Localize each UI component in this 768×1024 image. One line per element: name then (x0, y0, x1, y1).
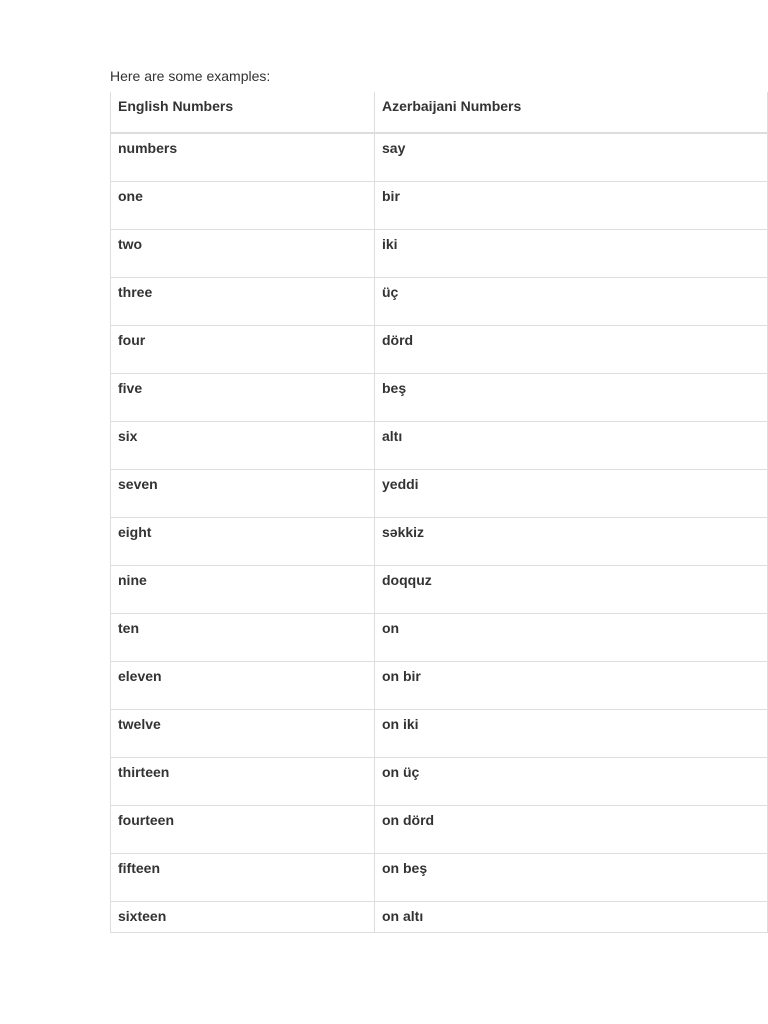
azerbaijani-cell: altı (375, 421, 768, 469)
table-row (111, 421, 768, 469)
table-row (111, 469, 768, 517)
azerbaijani-cell: on beş (375, 853, 768, 901)
azerbaijani-cell: on altı (375, 901, 768, 932)
azerbaijani-cell: beş (375, 373, 768, 421)
azerbaijani-cell: on bir (375, 661, 768, 709)
azerbaijani-cell: üç (375, 277, 768, 325)
english-cell: five (111, 373, 375, 421)
english-cell: four (111, 325, 375, 373)
numbers-table (110, 92, 768, 933)
english-cell: ten (111, 613, 375, 661)
azerbaijani-cell: bir (375, 181, 768, 229)
table-header-row (111, 92, 768, 133)
english-cell: fifteen (111, 853, 375, 901)
english-cell: eight (111, 517, 375, 565)
english-cell: two (111, 229, 375, 277)
table-row (111, 853, 768, 901)
table-row (111, 805, 768, 853)
azerbaijani-cell: yeddi (375, 469, 768, 517)
english-cell: fourteen (111, 805, 375, 853)
table-row (111, 757, 768, 805)
azerbaijani-cell: on dörd (375, 805, 768, 853)
azerbaijani-cell: dörd (375, 325, 768, 373)
azerbaijani-cell: səkkiz (375, 517, 768, 565)
english-cell: thirteen (111, 757, 375, 805)
azerbaijani-cell: iki (375, 229, 768, 277)
table-row (111, 229, 768, 277)
english-cell: six (111, 421, 375, 469)
azerbaijani-cell: on üç (375, 757, 768, 805)
intro-text: Here are some examples: (110, 68, 271, 84)
english-cell: one (111, 181, 375, 229)
table-row (111, 133, 768, 181)
table-row (111, 901, 768, 932)
azerbaijani-cell: on (375, 613, 768, 661)
english-cell: sixteen (111, 901, 375, 932)
table-row (111, 277, 768, 325)
table-row (111, 661, 768, 709)
azerbaijani-cell: doqquz (375, 565, 768, 613)
azerbaijani-cell: say (375, 133, 768, 181)
azerbaijani-cell: on iki (375, 709, 768, 757)
english-cell: twelve (111, 709, 375, 757)
english-cell: seven (111, 469, 375, 517)
table-row (111, 517, 768, 565)
table-row (111, 565, 768, 613)
table-row (111, 709, 768, 757)
table-row (111, 325, 768, 373)
table-row (111, 613, 768, 661)
english-cell: three (111, 277, 375, 325)
header-azerbaijani: Azerbaijani Numbers (375, 92, 768, 133)
english-cell: eleven (111, 661, 375, 709)
table-row (111, 181, 768, 229)
header-english: English Numbers (111, 92, 375, 133)
english-cell: nine (111, 565, 375, 613)
english-cell: numbers (111, 133, 375, 181)
table-row (111, 373, 768, 421)
